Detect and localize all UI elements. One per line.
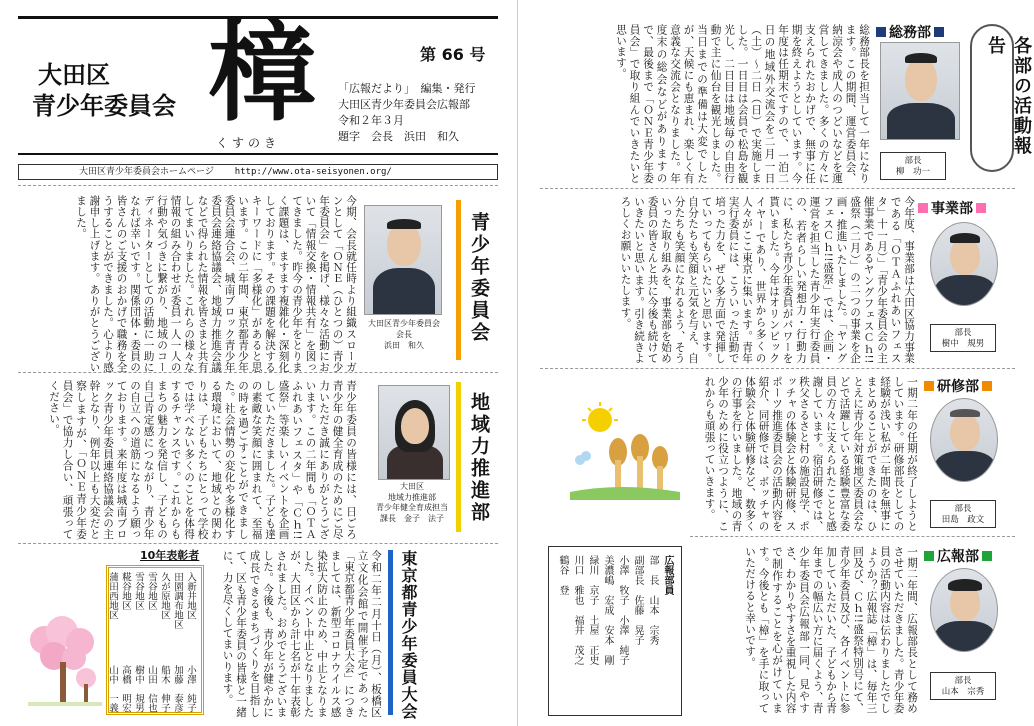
jigyou-square-icon xyxy=(918,203,928,213)
tokyo-heading-bar xyxy=(388,550,393,715)
awards-district: 雪谷地区 xyxy=(133,572,144,610)
cherry-blossom-illustration xyxy=(24,610,104,710)
activity-report-title: 各部の活動報告 xyxy=(985,36,1032,156)
jigyou-square-icon-right xyxy=(976,203,986,213)
members-line: 鶴谷 登 xyxy=(557,555,568,595)
kouhou-caption-role: 部長 xyxy=(954,676,972,686)
members-line: 部 長 山本 宗秀 xyxy=(647,555,658,645)
members-line: 美濃嶋 宏成 安本 剛 xyxy=(602,555,613,665)
kenshu-heading xyxy=(924,376,992,396)
awards-name: 小澤 純子 xyxy=(185,664,196,712)
soumu-caption-role: 部長 xyxy=(904,156,922,166)
awards-row xyxy=(171,572,184,712)
awards-row xyxy=(184,572,197,712)
section-divider-2 xyxy=(540,368,1015,369)
section-divider-1 xyxy=(540,188,1015,189)
homepage-label: 大田区青少年委員会ホームページ xyxy=(79,167,214,177)
activity-report-title-box xyxy=(970,24,1032,172)
org-name-line2: 青少年委員会 xyxy=(32,92,176,120)
chairman-caption xyxy=(360,318,448,351)
kenshu-caption-name: 田島 政文 xyxy=(941,515,985,525)
awards-name: 船木 伸子 xyxy=(159,664,170,712)
soumu-caption xyxy=(880,152,946,180)
members-title: 広報部員 xyxy=(662,555,673,595)
chairman-caption-line1: 大田区青少年委員会 xyxy=(368,319,440,328)
publisher-line2: 大田区青少年委員会広報部 xyxy=(338,98,470,111)
awards-name: 加藤 泰彦 xyxy=(172,664,183,712)
kenshu-article-text: 一期二年の任期が終了しようとしています。研修部長としての経験が浅い私が二年間を無事にまとめることができたのは、ひとえに青少年対策地区委員会などで活躍している経験豊富な委員の方々に支えられたことと感謝しています。宿泊研修では、秩父さるさと村の施設見学、ポッチャの体験会と体験研修、スポーツ推進委員会の活動内容を紹介、同研修では、ボッチャの体験会と体験研修など、数多くの行事を行いました。地域の青少年のために役立つように、これからも頑張っていきます。 xyxy=(703,376,918,532)
awards-row xyxy=(132,572,145,712)
regional-caption-line3: 青少年健全育成担当 xyxy=(376,503,448,512)
homepage-url[interactable]: http://www.ota-seisyonen.org/ xyxy=(234,167,392,177)
section-divider-3 xyxy=(690,536,1015,537)
regional-caption-line2: 地域力推進部 xyxy=(388,492,436,502)
chairman-caption-line3: 浜田 和久 xyxy=(384,341,424,350)
kenshu-caption xyxy=(930,500,996,528)
homepage-banner xyxy=(18,164,498,180)
awards-name: 樹中 規男 xyxy=(133,664,144,712)
awards-district: 入新井地区 xyxy=(185,572,196,620)
regional-heading: 地域力推進部 xyxy=(468,392,490,524)
chairman-heading-bar xyxy=(456,200,461,360)
soumu-heading-text: 総務部 xyxy=(889,25,931,41)
members-line: 川口 雅也 福井 茂之 xyxy=(572,555,583,665)
org-name-line1: 大田区 xyxy=(38,61,110,89)
kenshu-photo xyxy=(930,398,998,482)
regional-article-text: 青少年委員の皆様には、日ごろ青少年の健全育成のためにご尽力いただき誠にありがとうございます。この二年間も「ＯＴＡふれあいフェスタ」や「Ｃｈ!!盛祭」等楽しいイベントを企画していただきました。子ども達の素敵な笑顔に囲まれて、至福の時を過ごすことができました。社会情勢の変化や多様化する環境において、地域との関わりは、子どもたちにとって学校では学べない多くのことを体得するチャンスです。これからもまちの魅力を発信し、子どもの自己肯定感につながり、青少年の自立への道筋になるよう願っております。来年度は城南ブロック青少年委員連絡協議会の主幹となり、例年以上も大変だと察しますが、「ＯＮＥ青少年委員会」で協力し合い、頑張ってください。 xyxy=(48,380,357,540)
title-credit: 題字 会長 浜田 和久 xyxy=(338,130,459,143)
awards-row xyxy=(145,572,158,712)
masthead-reading: くすのき xyxy=(216,136,281,150)
awards-name: 山中 一義 xyxy=(107,664,118,712)
awards-rows xyxy=(106,572,197,712)
tokyo-article-text-cont xyxy=(420,550,496,718)
soumu-square-icon xyxy=(876,27,886,37)
chairman-caption-line2: 会長 xyxy=(396,330,412,339)
kenshu-heading-text: 研修部 xyxy=(937,379,979,395)
publish-date: 令和２年３月 xyxy=(338,114,404,127)
jigyou-photo xyxy=(930,222,998,306)
regional-caption-line1: 大田区 xyxy=(400,482,424,491)
soumu-article-text: 総務部長を担当して一年になります。この期間、運営委員会、納涼会や成人のつどいなどを運営してきました。多くの方々に支えられたおかげで、無事に任期を終えようとしています。今年度は任期末ですので、一泊二日の地域外交流会を二月一日（土）～二日（日）で実施しました。一日目は会員で松島を観光し、二日目は地域毎の自由行動で主に仙台を観光しました。当日までの準備は大変でしたが、天候にも恵まれ、楽しく有意義な交流会となりました。年度末の総会などがありますので、最後まで「ＯＮＥ青少年委員会」で取り組んでいきたいと思います。 xyxy=(615,24,870,184)
tokyo-article-text: 令和二年二月十日（月）、板橋区立文化会館で開催予定であった「東京都青少年委員大会」につきましては、新型コロナウイルス感染拡大防止のため、中止となりました。イベント中止となりましたが、大田区から計七名が十年表彰されました。おめでとうございました。今後も、青少年が健やかに成長できるまちづくりを目指して、区も青少年委員の皆様と一緒に、力を尽くしてまいります。 xyxy=(221,550,382,718)
kouhou-caption xyxy=(930,672,996,700)
page-gutter xyxy=(517,0,518,726)
awards-row xyxy=(119,572,132,712)
jigyou-caption-name: 樹中 規男 xyxy=(941,339,985,349)
regional-section-border xyxy=(18,372,498,373)
soumu-square-icon-right xyxy=(934,27,944,37)
jigyou-heading xyxy=(918,198,986,218)
kenshu-square-icon-right xyxy=(982,381,992,391)
jigyou-caption-role: 部長 xyxy=(954,328,972,338)
soumu-heading xyxy=(876,22,944,42)
soumu-caption-name: 柳 功一 xyxy=(895,167,930,177)
awards-district: 蒲田西地区 xyxy=(107,572,118,620)
awards-district: 久が原地区 xyxy=(159,572,170,620)
kouhou-square-icon xyxy=(924,551,934,561)
kouhou-square-icon-right xyxy=(982,551,992,561)
members-line: 小澤 牧子 小澤 純子 xyxy=(617,555,628,665)
jigyou-article-text: 今年度、事業部は大田区協力事業である「ＯＴＡふれあいフェスタ」十一月）」「青少年委員会の主催事業であるヤングフェスＣｈ!!盛祭（二月）」の二つの事業を企画・推進いたしました。「ヤングフェスＣｈ!!盛祭」では、企画・運営を担当した青少年実行委員の、若者らしい発想力・行動力に、私たち青少年委員がパワーを貰いました。今年はオリンピックイヤーであり、世界から多くの人々がここ東京に集います。青年実行委員には、こういった活動で培った力を、ぜひ多方面で発揮していってもらいたいと思います。自分たちも笑顔と元気を与え、自分たちも笑顔になれるよう、そういった取り組みを、事業部を始め委員の皆さんと共に今後も続けていきたいと思います。引き続きよろしくお願いいたします。 xyxy=(619,196,915,364)
chairman-photo xyxy=(364,205,442,315)
tokyo-heading: 東京都青少年委員大会 xyxy=(399,550,418,720)
awards-district: 糀谷地区 xyxy=(120,572,131,610)
awards-district: 田園調布地区 xyxy=(172,572,183,629)
awards-row xyxy=(106,572,119,712)
awards-box xyxy=(106,565,204,715)
kenshu-square-icon xyxy=(924,381,934,391)
kouhou-heading-text: 広報部 xyxy=(937,549,979,565)
kouhou-heading xyxy=(924,546,992,566)
kouhou-caption-name: 山本 宗秀 xyxy=(941,687,985,697)
masthead-bottom-rule xyxy=(18,153,498,155)
chairman-article-text: 今期、会長就任時より組織スローガンとして「ＯＮＥ（ひとつの）青少年委員会」を掲げ、様々な活動において「情報交換・情報共有」を図ってきました。昨今の青少年をとりまく課題は、ますます複雑化・深刻化しております。その課題を解決するキーワードに「多様化」があると思います。この二年間、東京都青少年委員会連合会、城南ブロック青少年委員会連絡協議会、地域力推進会議などで得られた情報を皆さまと共有してまいりました。これらの様々な情報の組み合わせが委員一人一人の行動や気づきに繋がり、地域のコーディネーターとしての活動に一助になれば幸いです。関係団体・委員の皆さんのご支援のおかげで職務を全うすることができました。心より感謝申し上げます。ありがとうございました。 xyxy=(75,195,357,373)
soumu-photo xyxy=(880,42,960,140)
awards-name: 高橋 明宏 xyxy=(120,664,131,712)
jigyou-heading-text: 事業部 xyxy=(931,201,973,217)
kouhou-photo xyxy=(930,568,998,652)
awards-name: 山田 信也 xyxy=(146,664,157,712)
regional-caption-line4: 課長 金子 法子 xyxy=(380,513,444,523)
kenshu-caption-role: 部長 xyxy=(954,504,972,514)
awards-row xyxy=(158,572,171,712)
members-line: 副部長 佐藤 晃子 xyxy=(632,555,643,645)
regional-caption xyxy=(362,482,462,524)
issue-number: 第 66 号 xyxy=(420,45,486,64)
awards-district: 雪谷地区 xyxy=(146,572,157,610)
regional-photo xyxy=(378,385,450,480)
publisher-line1: 「広報だより」 編集・発行 xyxy=(338,82,476,95)
tokyo-section-border xyxy=(18,543,498,544)
members-box xyxy=(548,546,682,716)
members-line: 緑川 京子 土屋 正史 xyxy=(587,555,598,665)
members-list xyxy=(555,555,675,711)
masthead-kanji-logo: 樟 xyxy=(208,10,317,136)
awards-title: 10年表彰者 xyxy=(140,549,200,562)
horsetail-illustration xyxy=(560,400,685,500)
chairman-heading: 青少年委員会 xyxy=(468,212,490,344)
kouhou-article-text: 一期二年間、広報部長として務めさせていただきました。青少年委員の活動内容は伝わりましたでしょうか？広報誌「樟」は、毎年三回及び、Ｃｈ!!盛祭特別号にて、青少年委員及び、各イベントに参加していただいた、子どもから青年までの幅広い方に届くよう、青少年委員会広報部一同、見やすさ、わかりやすさを重視した内容で制作することを心がけています。今後とも「樟」を手に取っていただけると幸いです。 xyxy=(744,546,918,714)
jigyou-caption xyxy=(930,324,996,352)
